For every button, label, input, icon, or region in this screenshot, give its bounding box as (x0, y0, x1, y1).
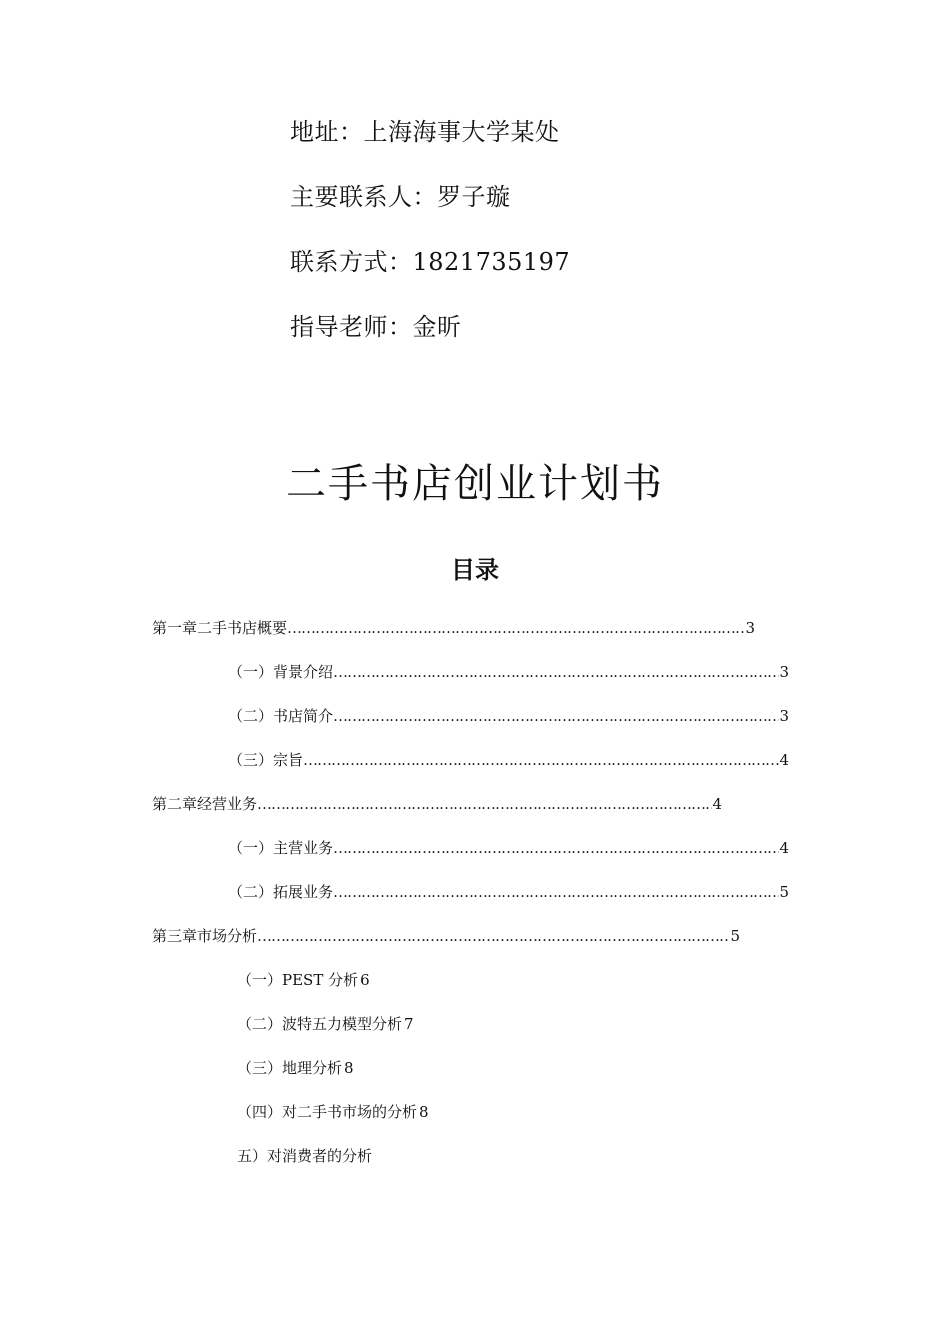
toc-entry-label: （一）主营业务 (228, 839, 334, 857)
toc-entry-label: （二）波特五力模型分析 (237, 1015, 403, 1033)
advisor-line: 指导老师：金昕 (290, 313, 462, 341)
toc-entry-page: 3 (779, 663, 789, 681)
toc-entry-label: 第一章二手书店概要 (152, 619, 288, 637)
toc-entry-page: 7 (404, 1015, 414, 1033)
document-title: 二手书店创业计划书 (286, 461, 664, 507)
phone-line: 联系方式：1821735197 (290, 248, 571, 276)
toc-entry-label: 第二章经营业务 (152, 795, 258, 813)
toc-entry-chapter-1[interactable] (152, 617, 755, 639)
toc-leader-dots (333, 705, 779, 727)
toc-entry-chapter-2[interactable] (152, 793, 722, 815)
toc-entry-page: 4 (779, 751, 789, 769)
toc-entry-1-1[interactable] (228, 661, 789, 683)
toc-entry-3-4[interactable] (237, 1101, 637, 1123)
toc-entry-label: 五）对消费者的分析 (237, 1147, 373, 1165)
toc-entry-page: 8 (344, 1059, 354, 1077)
toc-leader-dots (333, 837, 779, 859)
toc-entry-label: （二）书店简介 (228, 707, 334, 725)
toc-entry-page: 5 (730, 927, 740, 945)
toc-entry-page: 4 (779, 839, 789, 857)
toc-entry-page: 8 (419, 1103, 429, 1121)
toc-entry-page: 5 (779, 883, 789, 901)
toc-entry-chapter-3[interactable] (152, 925, 740, 947)
toc-entry-page: 4 (712, 795, 722, 813)
toc-leader-dots (287, 617, 745, 639)
toc-leader-dots (303, 749, 779, 771)
toc-entry-2-2[interactable] (228, 881, 789, 903)
toc-entry-page: 3 (745, 619, 755, 637)
toc-entry-2-1[interactable] (228, 837, 789, 859)
toc-entry-label: （三）宗旨 (228, 751, 304, 769)
toc-entry-label: 第三章市场分析 (152, 927, 258, 945)
toc-leader-dots (257, 793, 712, 815)
toc-entry-3-5[interactable] (237, 1145, 637, 1167)
toc-entry-1-2[interactable] (228, 705, 789, 727)
toc-entry-page: 6 (360, 971, 370, 989)
toc-entry-label: （四）对二手书市场的分析 (237, 1103, 418, 1121)
contact-person-line: 主要联系人：罗子璇 (290, 183, 511, 211)
toc-entry-3-3[interactable] (237, 1057, 637, 1079)
toc-heading: 目录 (451, 556, 499, 584)
toc-entry-1-3[interactable] (228, 749, 789, 771)
toc-leader-dots (333, 881, 779, 903)
toc-entry-label: （二）拓展业务 (228, 883, 334, 901)
address-line: 地址：上海海事大学某处 (290, 118, 560, 146)
toc-entry-page: 3 (779, 707, 789, 725)
toc-entry-label: （一）背景介绍 (228, 663, 334, 681)
toc-entry-3-2[interactable] (237, 1013, 637, 1035)
toc-leader-dots (257, 925, 730, 947)
toc-leader-dots (333, 661, 779, 683)
toc-entry-label: （一）PEST 分析 (237, 971, 359, 989)
toc-entry-label: （三）地理分析 (237, 1059, 343, 1077)
toc-entry-3-1[interactable] (237, 969, 637, 991)
